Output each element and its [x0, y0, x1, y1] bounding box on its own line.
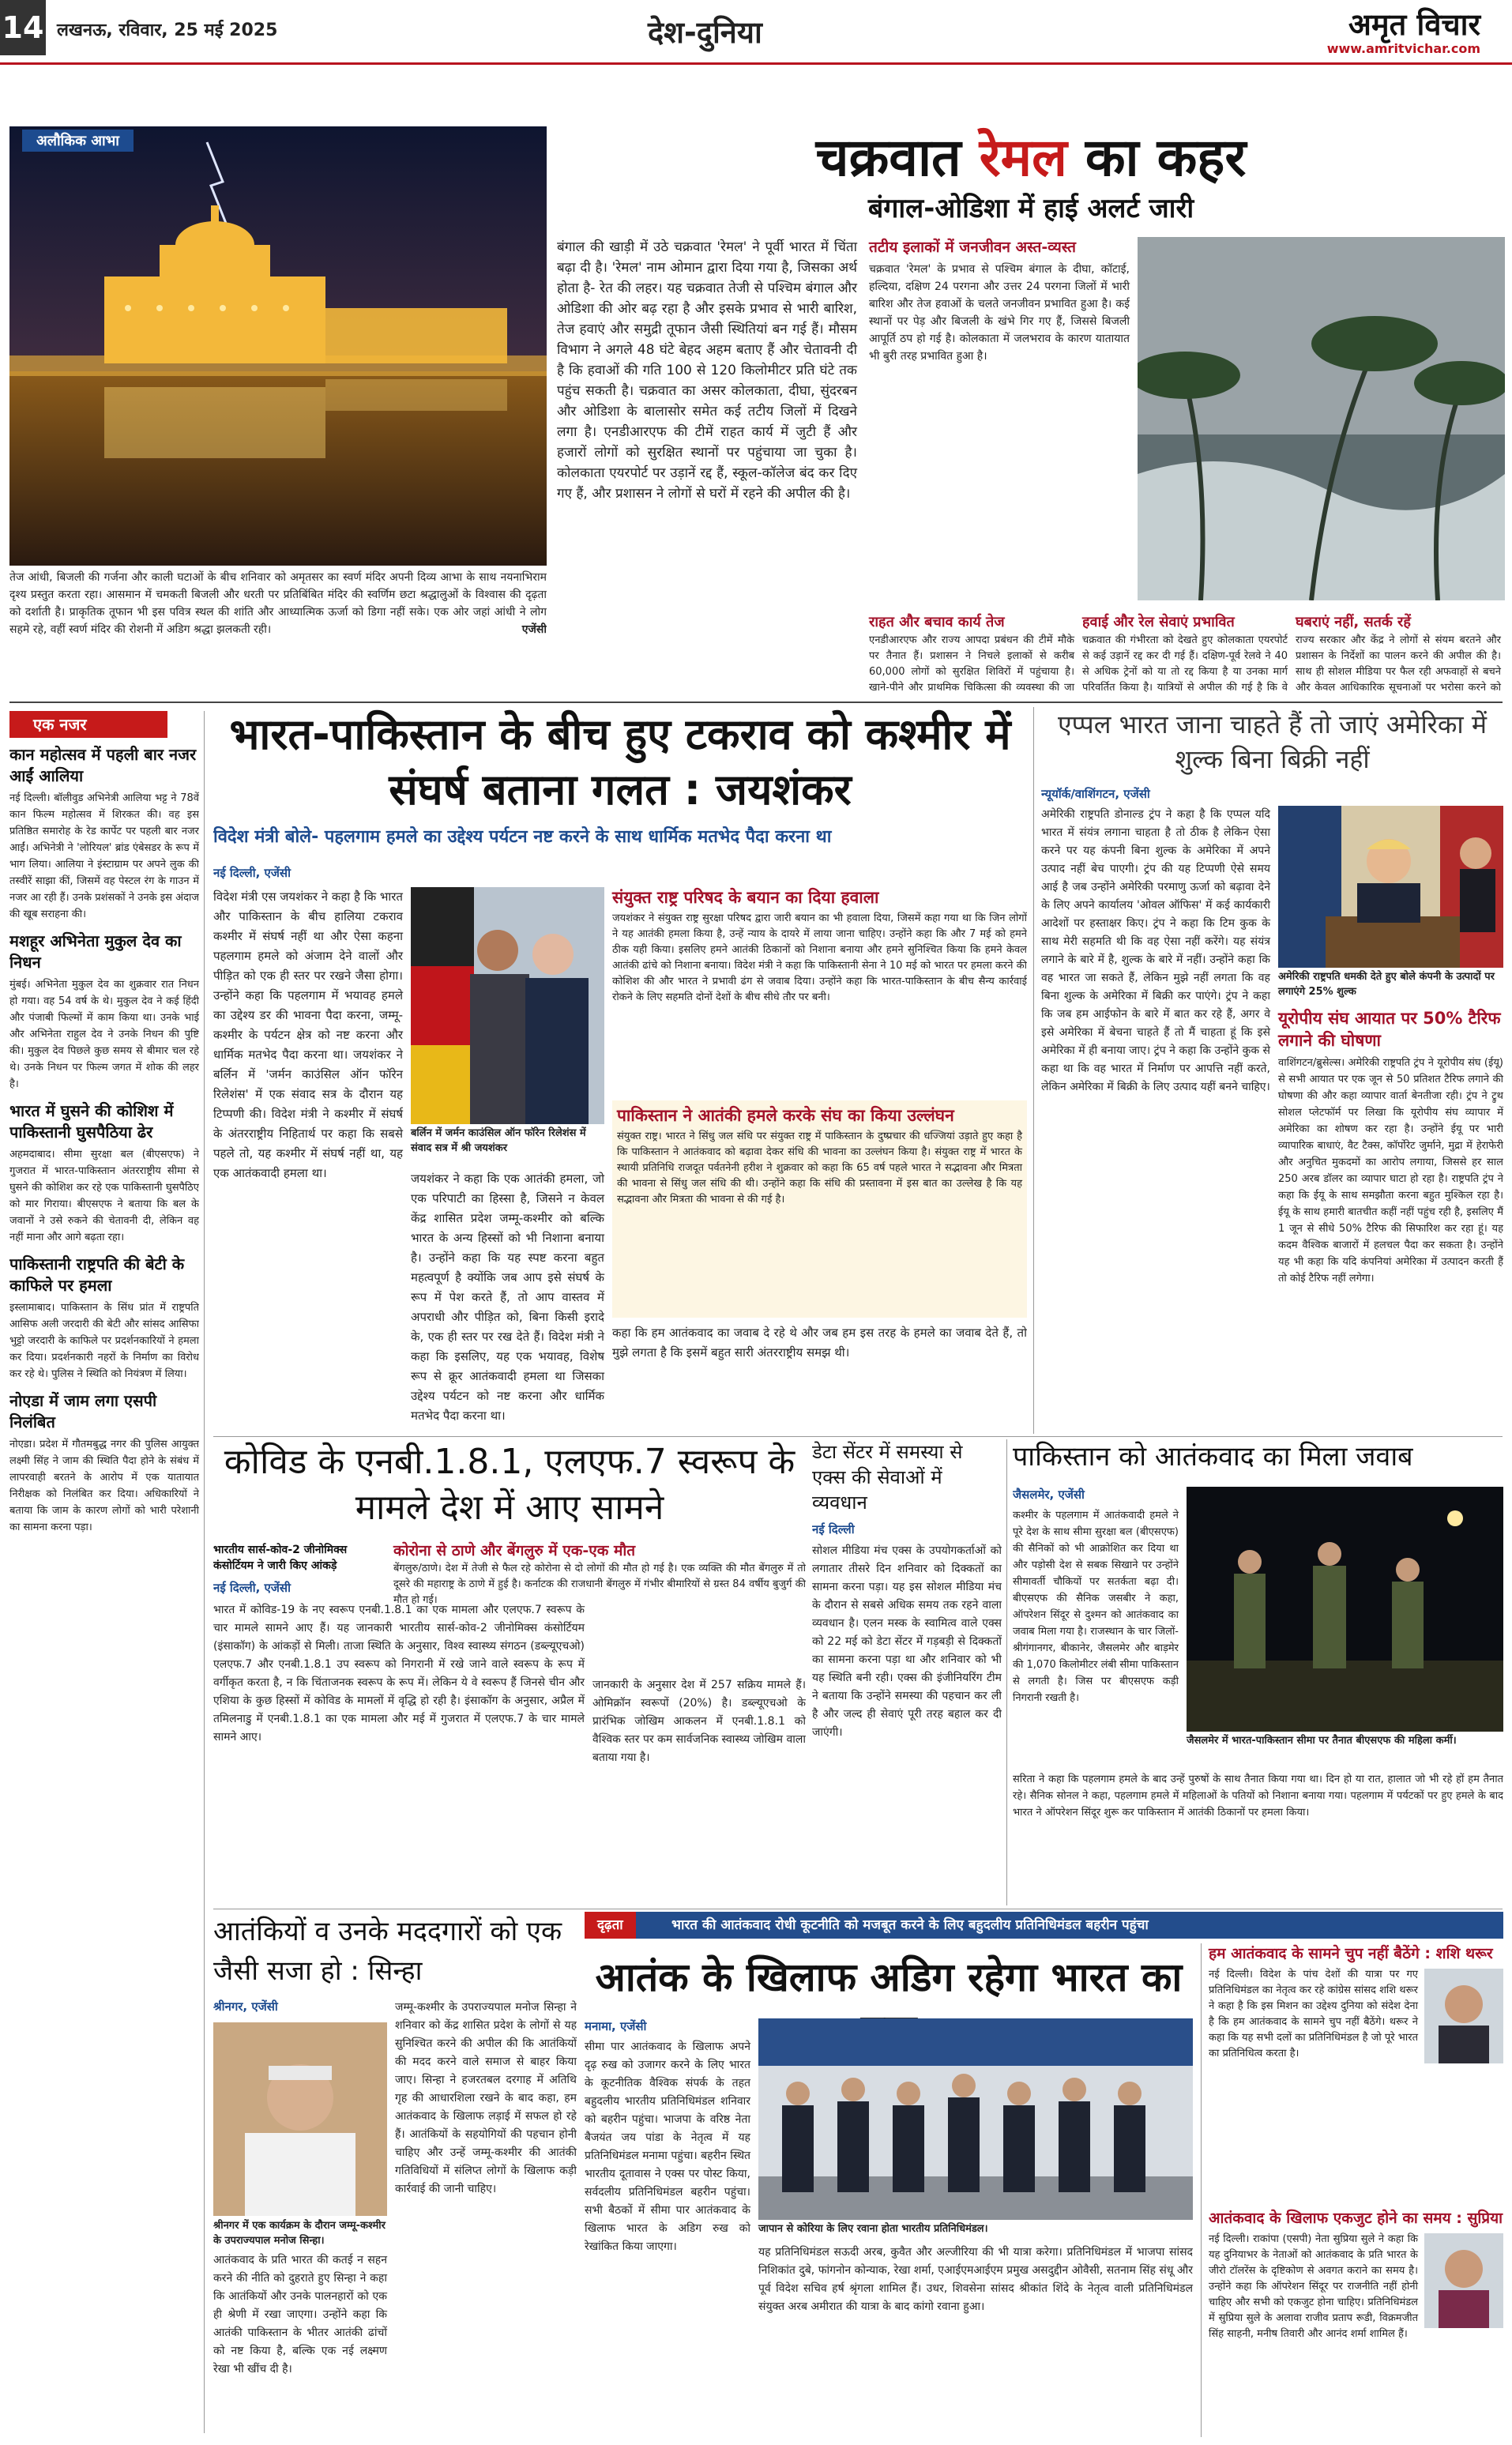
cyclone-headline: चक्रवात रेमल का कहर	[815, 127, 1247, 188]
data-center-story	[812, 1439, 1002, 1905]
cyclone-body: बंगाल की खाड़ी में उठे चक्रवात 'रेमल' ने पूर्वी भारत में चिंता बढ़ा दी है। 'रेमल' नाम ओमान द्वारा दिया गया है, जिसका अर्थ होता है- रेत की लहर। यह चक्रवात तेजी से पश्चिम बंगाल और ओडिशा की ओर बढ़ रहा है और इसके प्रभाव से भारी बारिश, तेज हवाएं और समुद्री तूफान जैसी स्थितियां बन गई हैं। मौसम विभाग ने अगले 48 घंटे बेहद अहम बताए हैं और चेतावनी दी है कि हवाओं की गति 100 से 120 किलोमीटर प्रति घंटे तक पहुंच सकती है। चक्रवात का असर कोलकाता, दीघा, सुंदरबन और ओडिशा के बालासोर समेत कई तटीय जिलों में दिखने लगा है। एनडीआरएफ की टीमें राहत कार्य में जुटी हैं और हजारों लोगों को सुरक्षित स्थानों पर पहुंचाया जा चुका है। कोलकाता एयरपोर्ट पर उड़ानें रद्द हैं, स्कूल-कॉलेज बंद कर दिए गए हैं, और प्रशासन ने लोगों से घरों में रहने की अपील की है।	[557, 239, 857, 502]
masthead	[0, 0, 1512, 65]
lower-divider	[1006, 1439, 1007, 1905]
indus-box: पाकिस्तान ने आतंकी हमले करके संघ का किया उल्लंघन संयुक्त राष्ट्र। भारत ने सिंधु जल संधि पर संयुक्त राष्ट्र में पाकिस्तान के दुष्प्रचार की धज्जियां उड़ाते हुए कहा है कि पाकिस्तान ने आतंकवाद को बढ़ावा देकर संधि की भावना का उल्लंघन किया है। संयुक्त राष्ट्र में भारत के स्थायी प्रतिनिधि राजदूत पर्वतनेनी हरीश ने शुक्रवार को कहा कि 65 वर्ष पहले भारत ने सद्भावना और मित्रता की भावना से सिंधु जल संधि की थी। उन्होंने कहा कि संधि की प्रस्तावना में इस बात का उल्लेख है कि यह सद्भावना और मित्रता की भावना से की गई है।	[612, 1100, 1027, 1318]
sinha-dateline: श्रीनगर, एजेंसी	[213, 1999, 278, 2014]
subitem-alert: घबराएं नहीं, सतर्क रहें राज्य सरकार और केंद्र ने लोगों से संयम बरतने और प्रशासन के निर्देशों का पालन करने की अपील की है। साथ ही सोशल मीडिया पर फैल रही अफवाहों से बचने और केवल आधिकारिक सूचनाओं पर भरोसा करने को	[1296, 614, 1501, 694]
ek-nazar-item-3: भारत में घुसने की कोशिश में पाकिस्तानी घुसपैठिया ढेर अहमदाबाद। सीमा सुरक्षा बल (बीएसएफ) ने गुजरात में भारत-पाकिस्तान अंतरराष्ट्रीय सीमा से घुसने की कोशिश कर रहे एक पाकिस्तानी घुसपैठिए को मार गिराया। बीएसएफ ने बताया कि बल के जवानों ने उसे रुकने की चेतावनी दी, लेकिन वह नहीं माना और आगे बढ़ता रहा।	[9, 1101, 199, 1243]
pak-terror-dateline: जैसलमेर, एजेंसी	[1013, 1488, 1085, 1502]
covid-side-note: भारतीय सार्स-कोव-2 जीनोमिक्स कंसोर्टियम ने जारी किए आंकड़े	[213, 1544, 348, 1572]
supriya-photo	[1424, 2233, 1503, 2328]
subitem-transport: हवाई और रेल सेवाएं प्रभावित चक्रवात की गंभीरता को देखते हुए कोलकाता एयरपोर्ट से कई उड़ानें रद्द कर दी गई हैं। दक्षिण-पूर्व रेलवे ने 40 से अधिक ट्रेनों को या तो रद्द किया है या उनका मार्ग परिवर्तित किया है। यात्रियों से अपील की गई है कि वे	[1082, 614, 1288, 694]
cyclone-box-title: तटीय इलाकों में जनजीवन अस्त-व्यस्त	[869, 239, 1076, 256]
bahrain-right-divider	[1201, 1943, 1202, 2437]
photo-feature	[9, 126, 547, 695]
jaishankar-col-3: कहा कि हम आतंकवाद का जवाब दे रहे थे और जब हम इस तरह के हमले का जवाब देते हैं, तो मुझे लगता है कि इसमें बहुत सारी अंतरराष्ट्रीय समझ थी।	[612, 1326, 1027, 1360]
golden-temple-photo	[9, 126, 547, 566]
jaishankar-story	[213, 707, 1027, 1434]
brand-logo: अमृत विचार	[1348, 6, 1480, 42]
tharoor-image	[1424, 1969, 1503, 2063]
mid-divider	[213, 1436, 1503, 1437]
pak-terror-body-2: सरिता ने कहा कि पहलगाम हमले के बाद उन्हें पुरुषों के साथ तैनात किया गया था। दिन हो या रात, हालात जो भी रहे हों हम तैनात रहे। सैनिक सोनल ने कहा, पहलगाम हमले में महिलाओं के पतियों को निशाना बनाया गया। पहलगाम में पर्यटकों पर हुए हमले के बाद भारत ने ऑपरेशन सिंदूर शुरू कर पाकिस्तान में आतंकी ठिकानों पर हमला किया।	[1013, 1774, 1503, 1819]
ek-nazar-item-4: पाकिस्तानी राष्ट्रपति की बेटी के काफिले पर हमला इस्लामाबाद। पाकिस्तान के सिंध प्रांत में राष्ट्रपति आसिफ अली जरदारी की बेटी और सांसद आसिफा भुट्टो जरदारी के काफिले पर प्रदर्शनकारियों ने हमला कर दिया। प्रदर्शनकारी नहरों के निर्माण का विरोध कर रहे थे। पुलिस ने स्थिति को नियंत्रण में लिया।	[9, 1254, 199, 1380]
cyclone-subhead: बंगाल-ओडिशा में हाई अलर्ट जारी	[867, 193, 1194, 224]
subitem-relief: राहत और बचाव कार्य तेज एनडीआरएफ और राज्य आपदा प्रबंधन की टीमें मौके पर तैनात हैं। प्रशासन ने निचले इलाकों से करीब 60,000 लोगों को सुरक्षित शिविरों में पहुंचाया है। खाने-पीने और प्राथमिक चिकित्सा की व्यवस्था की जा	[869, 614, 1074, 694]
ek-nazar-item-1: कान महोत्सव में पहली बार नजर आईं आलिया नई दिल्ली। बॉलीवुड अभिनेत्री आलिया भट्ट ने 78वें कान फिल्म महोत्सव में शिरकत की। वह इस प्रतिष्ठित समारोह के रेड कार्पेट पर पहली बार नजर आईं। अभिनेत्री ने 'लोरियल' ब्रांड एंबेसडर के रूप में भाग लिया। आलिया ने इंस्टाग्राम पर अपने लुक की तस्वीरें साझा कीं, जिसमें वह पेस्टल रंग के गाउन में नजर आ रही हैं। उनके प्रशंसकों ने उनके इस अंदाज की खूब सराहना की।	[9, 745, 199, 920]
eu-box: यूरोपीय संघ आयात पर 50% टैरिफ लगाने की घोषणा वाशिंगटन/ब्रुसेल्स। अमेरिकी राष्ट्रपति ट्रंप ने यूरोपीय संघ (ईयू) से सभी आयात पर एक जून से 50 प्रतिशत टैरिफ लगाने की घोषणा की और कहा व्यापार वार्ता बेनतीजा रही। ट्रंप ने ट्रुथ सोशल प्लेटफॉर्म पर लिखा कि यूरोपीय संघ व्यापार में अमेरिका का शोषण कर रहा है। उन्होंने ईयू पर भारी व्यापारिक बाधाएं, वैट टैक्स, कॉर्पोरेट जुर्माने, मुद्रा में हेराफेरी और अनुचित मुकदमों का आरोप लगाया, जिससे हर साल 250 अरब डॉलर का व्यापार घाटा हो रहा है। राष्ट्रपति ट्रंप ने कहा कि ईयू के साथ समझौता करना बहुत मुश्किल रहा है। ईयू के साथ हमारी बातचीत कहीं नहीं पहुंच रही है, इसलिए मैं 1 जून से सीधे 50% टैरिफ की सिफारिश कर रहा हूं। यह कदम वैश्विक बाजारों में हलचल पैदा कर सकता है। उन्होंने यह भी कहा कि यदि कंपनियां अमेरिका में उत्पादन करती हैं तो कोई टैरिफ नहीं लगेगा।	[1278, 1009, 1503, 1285]
jaishankar-dateline: नई दिल्ली, एजेंसी	[213, 866, 291, 880]
caption-credit: एजेंसी	[521, 623, 547, 636]
supriya-box: आतंकवाद के खिलाफ एकजुट होने का समय : सुप्रिया नई दिल्ली। राकांपा (एसपी) नेता सुप्रिया सुले ने कहा कि यह दुनियाभर के नेताओं को आतंकवाद के प्रति भारत के जीरो टॉलरेंस के दृष्टिकोण से अवगत कराने का समय है। उन्होंने कहा कि ऑपरेशन सिंदूर पर राजनीति नहीं होनी चाहिए और सभी को एकजुट होना चाहिए। प्रतिनिधिमंडल में सुप्रिया सुले के अलावा राजीव प्रताप रूडी, विक्रमजीत सिंह साहनी, मनीष तिवारी और आनंद शर्मा शामिल हैं।	[1209, 2210, 1503, 2340]
covid-box: कोरोना से ठाणे और बेंगलुरु में एक-एक मौत बेंगलुरु/ठाणे। देश में तेजी से फैल रहे कोरोना से दो लोगों की मौत हो गई है। एक व्यक्ति की मौत बेंगलुरु में तो दूसरे की महाराष्ट्र के ठाणे में हुई है। कर्नाटक की राजधानी बेंगलुरु में गंभीर बीमारियों से ग्रस्त 84 वर्षीय बुजुर्ग की मौत हो गई।	[393, 1542, 806, 1606]
supriya-image	[1424, 2233, 1503, 2328]
trump-photo	[1278, 806, 1503, 968]
delegation-photo-caption: जापान से कोरिया के लिए रवाना होता भारतीय प्रतिनिधिमंडल।	[758, 2221, 1193, 2236]
jaishankar-col-2: जयशंकर ने कहा कि एक आतंकी हमला, जो एक परिपाटी का हिस्सा है, जिसने न केवल केंद्र शासित प्रदेश जम्मू-कश्मीर को बल्कि भारत के अन्य हिस्सों को भी निशाना बनाया है। उन्होंने कहा कि यह स्पष्ट करना बहुत महत्वपूर्ण है क्योंकि जब आप इसे संघर्ष के रूप में पेश करते हैं, तो आप वास्तव में अपराधी और पीड़ित को, बिना किसी इरादे के, एक ही स्तर पर रख देते हैं। विदेश मंत्री ने कहा कि इसलिए, यह एक भयावह, विशेष रूप से क्रूर आतंकवादी हमला था जिसका उद्देश्य पर्यटन को नष्ट करना और धार्मिक मतभेद पैदा करना था।	[411, 1172, 604, 1423]
pak-terror-headline: पाकिस्तान को आतंकवाद का मिला जवाब	[1013, 1441, 1413, 1473]
cyclone-subitems	[869, 612, 1501, 695]
tharoor-photo	[1424, 1969, 1503, 2063]
data-center-headline: डेटा सेंटर में समस्या से एक्स की सेवाओं में व्यवधान	[812, 1441, 963, 1514]
pak-terror-story	[1013, 1439, 1503, 1905]
un-box: संयुक्त राष्ट्र परिषद के बयान का दिया हवाला जयशंकर ने संयुक्त राष्ट्र सुरक्षा परिषद द्वारा जारी बयान का भी हवाला दिया, जिसमें कहा गया था कि जिन लोगों ने यह आतंकी हमला किया है, उन्हें न्याय के दायरे में लाया जाना चाहिए। उन्होंने कहा कि और 7 मई को हमने ठीक यही किया। इसलिए हमने आतंकी ठिकानों को निशाना बनाया और हमने सुनिश्चित किया कि हमने केवल आतंकी ढांचे को निशाना बनाया। विदेश मंत्री ने कहा कि पाकिस्तानी सेना ने 10 मई को भारत पर हमला करने की कोशिश की और भारत ने प्रभावी ढंग से जवाब दिया। उन्होंने कहा कि भारत-पाकिस्तान के बीच सैन्य कार्रवाई रोकने के लिए सहमति दोनों देशों के बीच सीधे तौर पर बनी।	[612, 888, 1027, 1003]
sinha-headline: आतंकियों व उनके मददगारों को एक जैसी सजा हो : सिन्हा	[213, 1916, 562, 1987]
covid-headline: कोविड के एनबी.1.8.1, एलएफ.7 स्वरूप के मामले देश में आए सामने	[224, 1442, 795, 1528]
delegation-photo	[758, 2018, 1193, 2220]
sinha-image	[213, 2022, 387, 2216]
jaishankar-photo	[411, 887, 604, 1124]
bahrain-body-2: यह प्रतिनिधिमंडल सऊदी अरब, कुवैत और अल्जीरिया की भी यात्रा करेगा। प्रतिनिधिमंडल में भाजपा सांसद निशिकांत दुबे, फांगनोन कोन्याक, रेखा शर्मा, एआईएमआईएम प्रमुख असदुद्दीन ओवैसी, सतनाम सिंह संधू और पूर्व विदेश सचिव हर्ष श्रृंगला शामिल हैं। उधर, शिवसेना सांसद श्रीकांत शिंदे के नेतृत्व वाली प्रतिनिधिमंडल संयुक्त अरब अमीरात की यात्रा के बाद कांगो रवाना हुआ।	[758, 2246, 1193, 2313]
website: www.amritvichar.com	[1326, 41, 1480, 56]
ek-nazar-column	[9, 711, 199, 2433]
pak-terror-body: कश्मीर के पहलगाम में आतंकवादी हमले ने पूरे देश के साथ सीमा सुरक्षा बल (बीएसएफ) की सैनिकों को भी आक्रोशित कर दिया था और पड़ोसी देश से सबक सिखाने पर उन्होंने सीमावर्ती चौकियों पर सतर्कता बढ़ा दी। बीएसएफ की सैनिक जसबीर ने कहा, ऑपरेशन सिंदूर से दुश्मन को आतंकवाद का जवाब मिला गया है। राजस्थान के चार जिलों- श्रीगंगानगर, बीकानेर, जैसलमेर और बाड़मेर की 1,070 किलोमीटर लंबी सीमा पाकिस्तान से लगती है। जिस पर बीएसएफ कड़ी निगरानी रखती है।	[1013, 1510, 1179, 1704]
sinha-story	[213, 1912, 577, 2437]
page-number: 14	[0, 0, 46, 55]
covid-story	[213, 1439, 806, 1905]
bahrain-dateline: मनामा, एजेंसी	[585, 2019, 647, 2033]
cyclone-box	[869, 237, 1130, 600]
data-center-body: सोशल मीडिया मंच एक्स के उपयोगकर्ताओं को लगातार तीसरे दिन शनिवार को दिक्कतों का सामना करना पड़ा। यह इस सोशल मीडिया मंच के दौरान से सबसे अधिक समय तक रहने वाला व्यवधान है। एलन मस्क के स्वामित्व वाले एक्स को 22 मई को डेटा सेंटर में गड़बड़ी से दिक्कतों का सामना करना पड़ा था और शनिवार को भी यह स्थिति बनी रही। एक्स की इंजीनियरिंग टीम ने बताया कि उन्होंने समस्या की पहचान कर ली है और जल्द ही सेवाएं पूरी तरह बहाल कर दी जाएंगी।	[812, 1544, 1002, 1739]
cyclone-story	[557, 126, 1505, 695]
left-column-divider	[204, 711, 205, 2433]
delegation-image	[758, 2018, 1193, 2220]
covid-body-2: जानकारी के अनुसार देश में 257 सक्रिय मामले हैं। ओमिक्रॉन स्वरूपों (20%) है। डब्ल्यूएचओ के प्रारंभिक जोखिम आकलन में एनबी.1.8.1 को वैश्विक स्तर पर कम सार्वजनिक स्वास्थ्य जोखिम वाला बताया गया है।	[592, 1679, 806, 1764]
jaishankar-image	[411, 887, 604, 1124]
sinha-body-2: आतंकवाद के प्रति भारत की कतई न सहन करने की नीति को दुहराते हुए सिन्हा ने कहा कि आतंकियों और उनके पालनहारों को एक ही श्रेणी में रखा जाएगा। उन्होंने कहा कि आतंकी पाकिस्तान के भीतर आतंकी ढांचों को नष्ट किया है, बल्कि एक नई लक्ष्मण रेखा भी खींच दी है।	[213, 2254, 387, 2375]
cyclone-photo	[1138, 237, 1505, 600]
ek-nazar-label: एक नजर	[9, 711, 167, 738]
storm-image	[1138, 237, 1505, 600]
bsf-photo	[1187, 1487, 1503, 1732]
ek-nazar-item-5: नोएडा में जाम लगा एसपी निलंबित नोएडा। प्रदेश में गौतमबुद्ध नगर की पुलिस आयुक्त लक्ष्मी सिंह ने जाम की स्थिति पैदा होने के संबंध में लापरवाही बरतने के आरोप में एक यातायात निरीक्षक को निलंबित कर दिया। अधिकारियों ने बताया कि जाम के कारण लोगों को भारी परेशानी का सामना करना पड़ा।	[9, 1391, 199, 1533]
date-line: लखनऊ, रविवार, 25 मई 2025	[57, 21, 278, 40]
bsf-image	[1187, 1487, 1503, 1732]
bahrain-strap	[585, 1912, 1503, 1939]
middle-divider	[1033, 707, 1034, 1434]
apple-body: अमेरिकी राष्ट्रपति डोनाल्ड ट्रंप ने कहा है कि एप्पल यदि भारत में संयंत्र लगाना चाहता है तो ठीक है लेकिन ऐसा करने पर यह कंपनी बिना शुल्क के अमेरिका में अपने उत्पाद नहीं बेच पाएगी। ट्रंप की यह टिप्पणी ऐसे समय आई है जब उन्होंने अमेरिकी परमाणु ऊर्जा को बढ़ावा देने के लिए अपने कार्यालय 'ओवल ऑफिस' में कई कार्यकारी आदेशों पर हस्ताक्षर किए। ट्रंप ने कहा कि टिम कुक के साथ मेरी सहमति थी कि वह ऐसा नहीं करेंगे। यह संयंत्र लगाने के बारे में है, शुल्क के बारे में नहीं। उन्होंने कहा कि वह भारत जा सकते हैं, लेकिन मुझे नहीं लगता कि वह बिना शुल्क के अमेरिका में बिक्री कर पाएंगे। ट्रंप ने कहा कि जब हम आईफोन के बारे में बात कर रहे हैं, अगर वे इसे अमेरिका में बेचना चाहते हैं तो मैं चाहता हूं कि इसे अमेरिका में ही बनाया जाए। ट्रंप ने कहा कि उन्होंने कुक से कहा था कि वह भारत में निर्माण पर आपत्ति नहीं करते, लेकिन अमेरिका में बिक्री के लिए उत्पाद यहीं बनने चाहिए।	[1041, 808, 1271, 1093]
bahrain-tag: दृढ़ता	[585, 1912, 636, 1939]
bahrain-story	[585, 1912, 1503, 2437]
top-divider	[9, 702, 1503, 703]
section-title: देश-दुनिया	[648, 15, 762, 50]
bsf-photo-caption: जैसलमेर में भारत-पाकिस्तान सीमा पर तैनात बीएसएफ की महिला कर्मी।	[1187, 1733, 1503, 1748]
trump-image	[1278, 806, 1503, 968]
jaishankar-photo-caption: बर्लिन में जर्मन काउंसिल ऑन फॉरेन रिलेशंस में संवाद सत्र में श्री जयशंकर	[411, 1126, 604, 1156]
covid-dateline: नई दिल्ली, एजेंसी	[213, 1581, 291, 1595]
caption-text: तेज आंधी, बिजली की गर्जना और काली घटाओं के बीच शनिवार को अमृतसर का स्वर्ण मंदिर अपनी दिव्य आभा के साथ नयनाभिराम दृश्य प्रस्तुत करता रहा। आसमान में चमकती बिजली और धरती पर प्रतिबिंबित मंदिर की स्वर्णिम छटा श्रद्धालुओं के विश्वास की दृढ़ता को दर्शाती है। प्राकृतिक तूफान भी इस पवित्र स्थल की शांति और आध्यात्मिक ऊर्जा को डिगा नहीं सके। एक ओर जहां आंधी ने लोग सहमे रहे, वहीं स्वर्ण मंदिर की रोशनी में अडिग श्रद्धा झलकती रही।	[9, 571, 547, 636]
sinha-photo-caption: श्रीनगर में एक कार्यक्रम के दौरान जम्मू-कश्मीर के उपराज्यपाल मनोज सिन्हा।	[213, 2220, 386, 2247]
trump-photo-caption: अमेरिकी राष्ट्रपति धमकी देते हुए बोले कंपनी के उत्पादों पर लगाएंगे 25% शुल्क	[1278, 969, 1503, 999]
covid-body: भारत में कोविड-19 के नए स्वरूप एनबी.1.8.1 का एक मामला और एलएफ.7 स्वरूप के चार मामले सामने आए हैं। यह जानकारी भारतीय सार्स-कोव-2 जीनोमिक्स कंसोर्टियम (इंसाकॉग) के आंकड़ों से मिली। ताजा स्थिति के अनुसार, विश्व स्वास्थ्य संगठन (डब्ल्यूएचओ) एलएफ.7 और एनबी.1.8.1 उप स्वरूप को निगरानी में रखे जाने वाले स्वरूप के रूप में वर्गीकृत करता है, न कि चिंताजनक स्वरूप के रूप में। लेकिन ये वे स्वरूप हैं जिनसे चीन और एशिया के कुछ हिस्सों में कोविड के मामलों में वृद्धि हो रही है। इंसाकॉग के अनुसार, अप्रैल में तमिलनाडु में एनबी.1.8.1 का एक मामला और मई में गुजरात में एलएफ.7 के चार मामले सामने आए।	[213, 1604, 585, 1743]
photo-feature-label: अलौकिक आभा	[22, 130, 134, 152]
apple-dateline: न्यूयॉर्क/वाशिंगटन, एजेंसी	[1041, 787, 1150, 801]
apple-story	[1041, 707, 1503, 1434]
sinha-photo	[213, 2022, 387, 2216]
bahrain-body: सीमा पार आतंकवाद के खिलाफ अपने दृढ़ रुख को उजागर करने के लिए भारत के कूटनीतिक वैश्विक संपर्क के तहत बहुदलीय भारतीय प्रतिनिधिमंडल शनिवार को बहरीन पहुंचा। भाजपा के वरिष्ठ नेता बैजयंत जय पांडा के नेतृत्व में यह प्रतिनिधिमंडल मनामा पहुंचा। बहरीन स्थित भारतीय दूतावास ने एक्स पर पोस्ट किया, सर्वदलीय प्रतिनिधिमंडल बहरीन पहुंचा। सभी बैठकों में सीमा पार आतंकवाद के खिलाफ भारत के अडिग रुख को रेखांकित किया जाएगा।	[585, 2041, 750, 2253]
bahrain-strap-text: भारत की आतंकवाद रोधी कूटनीति को मजबूत करने के लिए बहुदलीय प्रतिनिधिमंडल बहरीन पहुंचा	[671, 1917, 1149, 1933]
sinha-body: जम्मू-कश्मीर के उपराज्यपाल मनोज सिन्हा ने शनिवार को केंद्र शासित प्रदेश के लोगों से यह सुनिश्चित करने की अपील की कि आतंकियों की मदद करने वाले समाज से बाहर किया जाए। सिन्हा ने हजरतबल दरगाह में अतिथि गृह की आधारशिला रखने के बाद कहा, हम आतंकवाद के खिलाफ लड़ाई में सफल हो रहे हैं। आतंकियों के सहयोगियों की पहचान होनी चाहिए और उन्हें जम्मू-कश्मीर की आतंकी गतिविधियों में संलिप्त लोगों के खिलाफ कड़ी कार्रवाई की जानी चाहिए।	[395, 2001, 577, 2195]
jaishankar-col-1: विदेश मंत्री एस जयशंकर ने कहा है कि भारत और पाकिस्तान के बीच हालिया टकराव कश्मीर में संघर्ष नहीं था और ऐसा कहना पहलगाम हमले को अंजाम देने वालों और पीड़ित को एक ही स्तर पर रखने जैसा होगा। उन्होंने कहा कि पहलगाम में भयावह हमले का उद्देश्य डर की भावना पैदा करना, जम्मू-कश्मीर के पर्यटन क्षेत्र को नष्ट करना और धार्मिक मतभेद पैदा करना था। जयशंकर ने बर्लिन में 'जर्मन काउंसिल ऑन फॉरेन रिलेशंस' में एक संवाद सत्र के दौरान यह टिप्पणी की। विदेश मंत्री ने कश्मीर में संघर्ष के अंतरराष्ट्रीय निहितार्थ पर कहा कि सबसे पहले तो, यह कश्मीर में संघर्ष नहीं था, यह एक आतंकवादी हमला था।	[213, 890, 403, 1180]
cyclone-box-body: चक्रवात 'रेमल' के प्रभाव से पश्चिम बंगाल के दीघा, कॉटाई, हल्दिया, दक्षिण 24 परगना और उत्तर 24 परगना जिलों में भारी बारिश और तेज हवाओं के चलते जनजीवन प्रभावित हुआ है। कई स्थानों पर पेड़ और बिजली के खंभे गिर गए हैं, जिससे बिजली आपूर्ति ठप हो गई है। कोलकाता में जलभराव के कारण यातायात भी बुरी तरह प्रभावित हुआ है।	[869, 263, 1130, 363]
bahrain-headline: आतंक के खिलाफ अडिग रहेगा भारत का	[595, 1954, 1183, 2000]
tharoor-box: हम आतंकवाद के सामने चुप नहीं बैठेंगे : शशि थरूर नई दिल्ली। विदेश के पांच देशों की यात्रा पर गए प्रतिनिधिमंडल का नेतृत्व कर रहे कांग्रेस सांसद शशि थरूर ने कहा है कि इस मिशन का उद्देश्य दुनिया को संदेश देना है कि हम आतंकवाद के सामने चुप नहीं बैठेंगे। थरूर ने कहा कि यह सभी दलों का प्रतिनिधिमंडल है जो पूरे भारत का प्रतिनिधित्व करता है।	[1209, 1943, 1503, 2200]
temple-image	[9, 126, 547, 566]
photo-feature-caption	[9, 569, 547, 638]
jaishankar-subhead: विदेश मंत्री बोले- पहलगाम हमले का उद्देश्य पर्यटन नष्ट करने के साथ धार्मिक मतभेद पैदा करना था	[213, 827, 832, 847]
jaishankar-headline: भारत-पाकिस्तान के बीच हुए टकराव को कश्मीर में संघर्ष बताना गलत : जयशंकर	[229, 709, 1011, 814]
ek-nazar-item-2: मशहूर अभिनेता मुकुल देव का निधन मुंबई। अभिनेता मुकुल देव का शुक्रवार रात निधन हो गया। वह 54 वर्ष के थे। मुकुल देव ने कई हिंदी और पंजाबी फिल्मों में काम किया था। उनके भाई और अभिनेता राहुल देव ने उनके निधन की पुष्टि की। मुकुल देव पिछले कुछ समय से बीमार चल रहे थे। उनके निधन पर फिल्म जगत में शोक की लहर है।	[9, 931, 199, 1090]
apple-headline: एप्पल भारत जाना चाहते हैं तो जाएं अमेरिका में शुल्क बिना बिक्री नहीं	[1057, 709, 1488, 774]
data-center-dateline: नई दिल्ली	[812, 1522, 855, 1537]
